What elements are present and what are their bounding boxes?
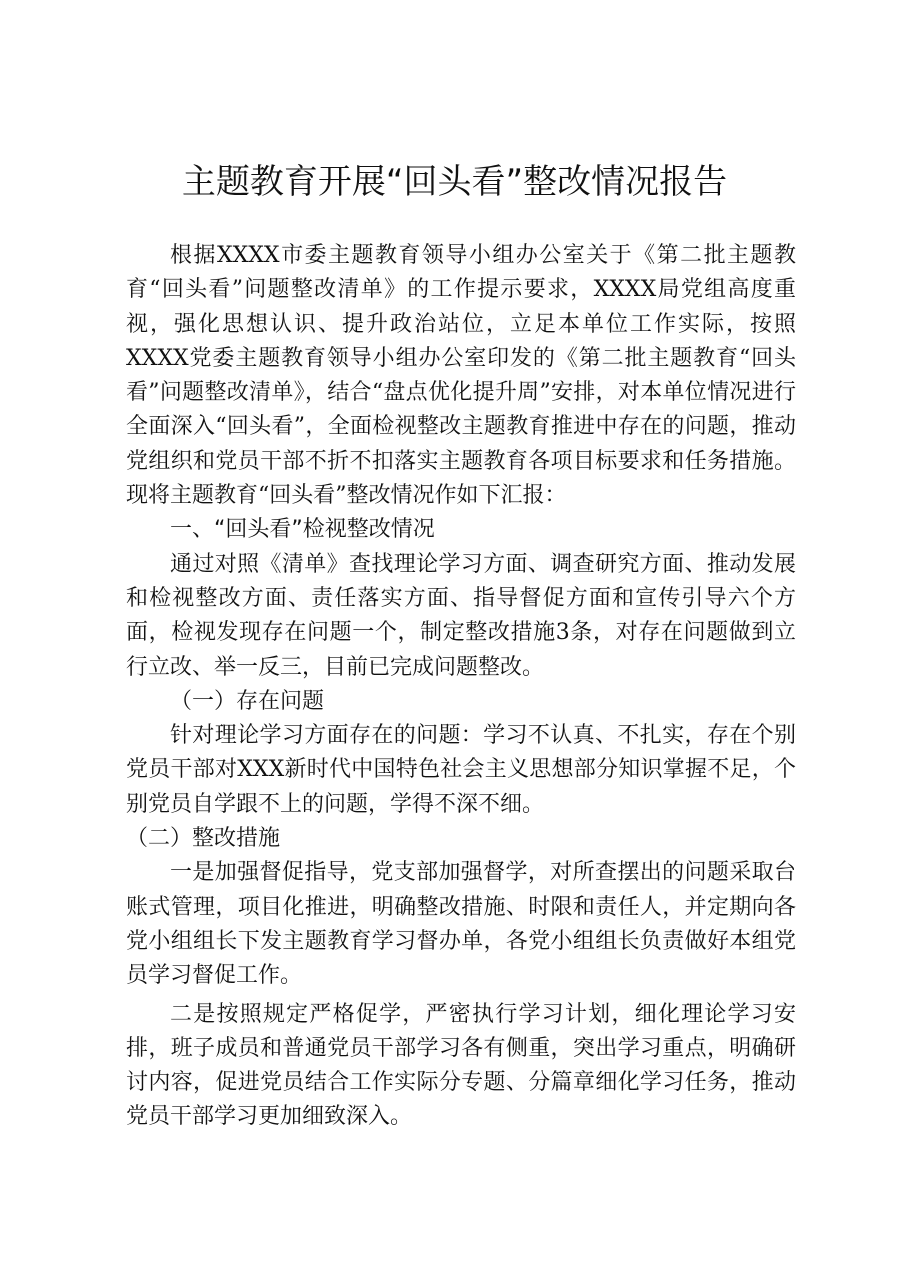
paragraph-measure-two: 二是按照规定严格促学，严密执行学习计划，细化理论学习安排，班子成员和普通党员干部学习各有侧重，突出学习重点，明确研讨内容，促进党员结合工作实际分专题、分篇章细化学习任务，推动党员干部学习更加细致深入。: [126, 1001, 796, 1130]
subheading-rectification-measures: （二）整改措施: [126, 826, 281, 852]
section-heading-review: 一、“回头看”检视整改情况: [170, 517, 435, 543]
paragraph-existing-problems: 针对理论学习方面存在的问题：学习不认真、不扎实，存在个别党员干部对XXX新时代中国特色社会主义思想部分知识掌握不足，个别党员自学跟不上的问题，学得不深不细。: [126, 723, 796, 817]
document-body: [126, 239, 796, 1135]
document-title: 主题教育开展“回头看”整改情况报告: [181, 162, 728, 202]
section-paragraph-review: 通过对照《清单》查找理论学习方面、调查研究方面、推动发展和检视整改方面、责任落实方面、指导督促方面和宣传引导六个方面，检视发现存在问题一个，制定整改措施3条，对存在问题做到立行立改、举一反三，目前已完成问题整改。: [126, 551, 796, 680]
intro-paragraph: 根据XXXX市委主题教育领导小组办公室关于《第二批主题教育“回头看”问题整改清单》的工作提示要求，XXXX局党组高度重视，强化思想认识、提升政治站位，立足本单位工作实际，按照XXXX党委主题教育领导小组办公室印发的《第二批主题教育“回头看”问题整改清单》，结合“盘点优化提升周”安排，对本单位情况进行全面深入“回头看”，全面检视整改主题教育推进中存在的问题，推动党组织和党员干部不折不扣落实主题教育各项目标要求和任务措施。现将主题教育“回头看”整改情况作如下汇报：: [126, 243, 796, 509]
paragraph-measure-one: 一是加强督促指导，党支部加强督学，对所查摆出的问题采取台账式管理，项目化推进，明确整改措施、时限和责任人，并定期向各党小组组长下发主题教育学习督办单，各党小组组长负责做好本组党员学习督促工作。: [126, 860, 796, 989]
subheading-existing-problems: （一）存在问题: [170, 688, 325, 714]
